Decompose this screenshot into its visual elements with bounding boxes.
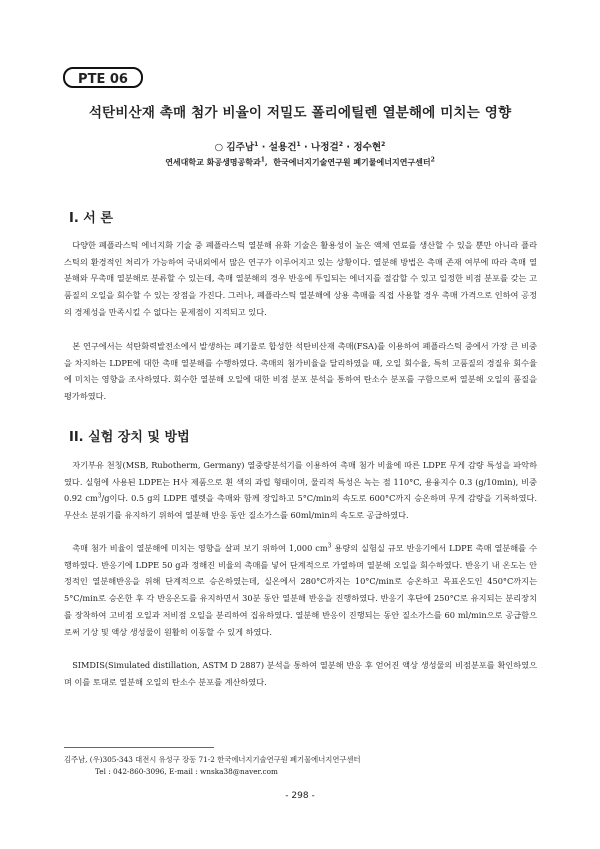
affiliation-name: 연세대학교 화공생명공학과 (165, 157, 261, 167)
section-heading-introduction: I. 서 론 (69, 211, 113, 226)
affiliation-index: 1 (260, 156, 265, 164)
author-separator: · (300, 142, 312, 153)
author-separator: · (258, 142, 269, 153)
footnote (64, 754, 537, 778)
affiliation-line: 연세대학교 화공생명공학과$^1$, 한국에너지기술연구원 폐기물에너지연구센터$^2$ (165, 156, 435, 167)
presenter-marker: ○ (214, 142, 224, 153)
text-run: 자기부유 천칭(MSB, Rubotherm, Germany) 열중량분석기를 이용하여 촉매 첨가 비율에 따른 LDPE 무게 감량 특성을 파악하였다. 실험에 사용된 LDPE는 H사 제품으로 흰 색의 과립 형태이며, 물리적 특성은 녹는 점 110°C, 용융지수 0.3 (g/10min), 비중 0.92 cm (64, 460, 537, 504)
affiliation-index: 2 (430, 156, 435, 164)
author-name: 정수현 (353, 142, 382, 153)
author-name: 나정걸 (311, 142, 339, 153)
session-tag: PTE 06 (63, 67, 143, 88)
body-paragraph (64, 540, 537, 640)
superscript: 3 (327, 542, 332, 550)
footnote-address: 김주남, (우)305-343 대전시 유성구 장동 71-2 한국에너지기술연구원 폐기물에너지연구센터 (64, 755, 361, 764)
paper-title: 석탄비산재 촉매 첨가 비율이 저밀도 폴리에틸렌 열분해에 미치는 영향 (88, 105, 512, 121)
body-paragraph: 본 연구에서는 석탄화력발전소에서 발생하는 폐기물로 합성한 석탄비산재 촉매(FSA)를 이용하여 폐플라스틱 중에서 가장 큰 비중을 차지하는 LDPE에 대한 촉매 열분해를 수행하였다. 촉매의 첨가비율을 달리하였을 때, 오일 회수율, 특히 고품질의 경질유 회수율에 미치는 영향을 조사하였다. 회수한 열분해 오일에 대한 비점 분포 분석을 통하여 탄소수 분포를 구함으로써 열분해 오일의 품질을 평가하였다. (64, 341, 537, 402)
body-paragraph (64, 457, 537, 524)
author-name: 설용건 (268, 142, 297, 153)
body-paragraph: 다양한 폐플라스틱 에너지화 기술 중 폐플라스틱 열분해 유화 기술은 활용성이 높은 액체 연료를 생산할 수 있을 뿐만 아니라 플라스틱의 환경적인 처리가 가능하여 국내외에서 많은 연구가 이루어지고 있는 상황이다. 열분해 방법은 촉매 존재 여부에 따라 촉매 열분해와 무촉매 열분해로 분류할 수 있는데, 촉매 열분해의 경우 반응에 투입되는 에너지를 절감할 수 있고 일정한 비점 분포를 갖는 고품질의 오일을 회수할 수 있는 장점을 가진다. 그러나, 폐플라스틱 열분해에 상용 촉매를 직접 사용할 경우 촉매 가격으로 인하여 공정의 경제성을 만족시킬 수 없다는 문제점이 지적되고 있다. (64, 240, 537, 317)
superscript: 3 (97, 492, 102, 500)
affiliation-index: 1 (254, 140, 259, 148)
footnote-divider (64, 747, 214, 748)
affiliation-name: 한국에너지기술연구원 폐기물에너지연구센터 (273, 157, 431, 167)
affiliation-index: 2 (338, 140, 344, 148)
footnote-contact: Tel : 042-860-3096, E-mail : wnska38@naver.com (95, 767, 278, 776)
section-heading-methods: II. 실험 장치 및 방법 (69, 430, 190, 445)
author-separator: · (343, 142, 354, 153)
affiliation-index: 1 (296, 140, 301, 148)
affiliation-index: 2 (381, 140, 386, 148)
author-name: 김주남 (226, 142, 255, 153)
text-run: 용량의 실험실 규모 반응기에서 LDPE 촉매 열분해를 수행하였다. 반응기에 LDPE 50 g과 정해진 비율의 촉매를 넣어 단계적으로 가열하며 열분해 오일을 회수하였다. 반응기 내 온도는 안정적인 열분해반응을 위해 단계적으로 승온하였는데, 실온에서 280°C까지는 10°C/min로 승온하고 목표온도인 450°C까지는 5°C/min로 승온한 후 각 반응온도를 유지하면서 30분 동안 열분해 반응을 진행하였다. 반응기 후단에 250°C로 유지되는 분리장치를 장착하여 고비점 오일과 저비점 오일을 분리하여 집유하였다. 열분해 반응이 진행되는 동안 질소가스를 60 ml/min으로 공급함으로써 기상 및 액상 생성물이 원활히 이동할 수 있게 하였다. (64, 543, 537, 637)
page-number: - 298 - (285, 791, 315, 801)
body-paragraph: SIMDIS(Simulated distillation, ASTM D 2887) 분석을 통하여 열분해 반응 후 얻어진 액상 생성물의 비점분포를 확인하였으며 이를 토대로 열분해 오일의 탄소수 분포를 계산하였다. (64, 660, 537, 687)
text-run: /g이다. 0.5 g의 LDPE 펠렛을 촉매와 함께 장입하고 5°C/min의 속도로 600°C까지 승온하며 무게 감량을 기록하였다. 무산소 분위기를 유지하기 위하여 열분해 반응 동안 질소가스를 60ml/min의 속도로 공급하였다. (64, 493, 537, 521)
author-line (0, 139, 600, 153)
text-run: 촉매 첨가 비율이 열분해에 미치는 영향을 살펴 보기 위하여 1,000 cm (72, 543, 328, 553)
